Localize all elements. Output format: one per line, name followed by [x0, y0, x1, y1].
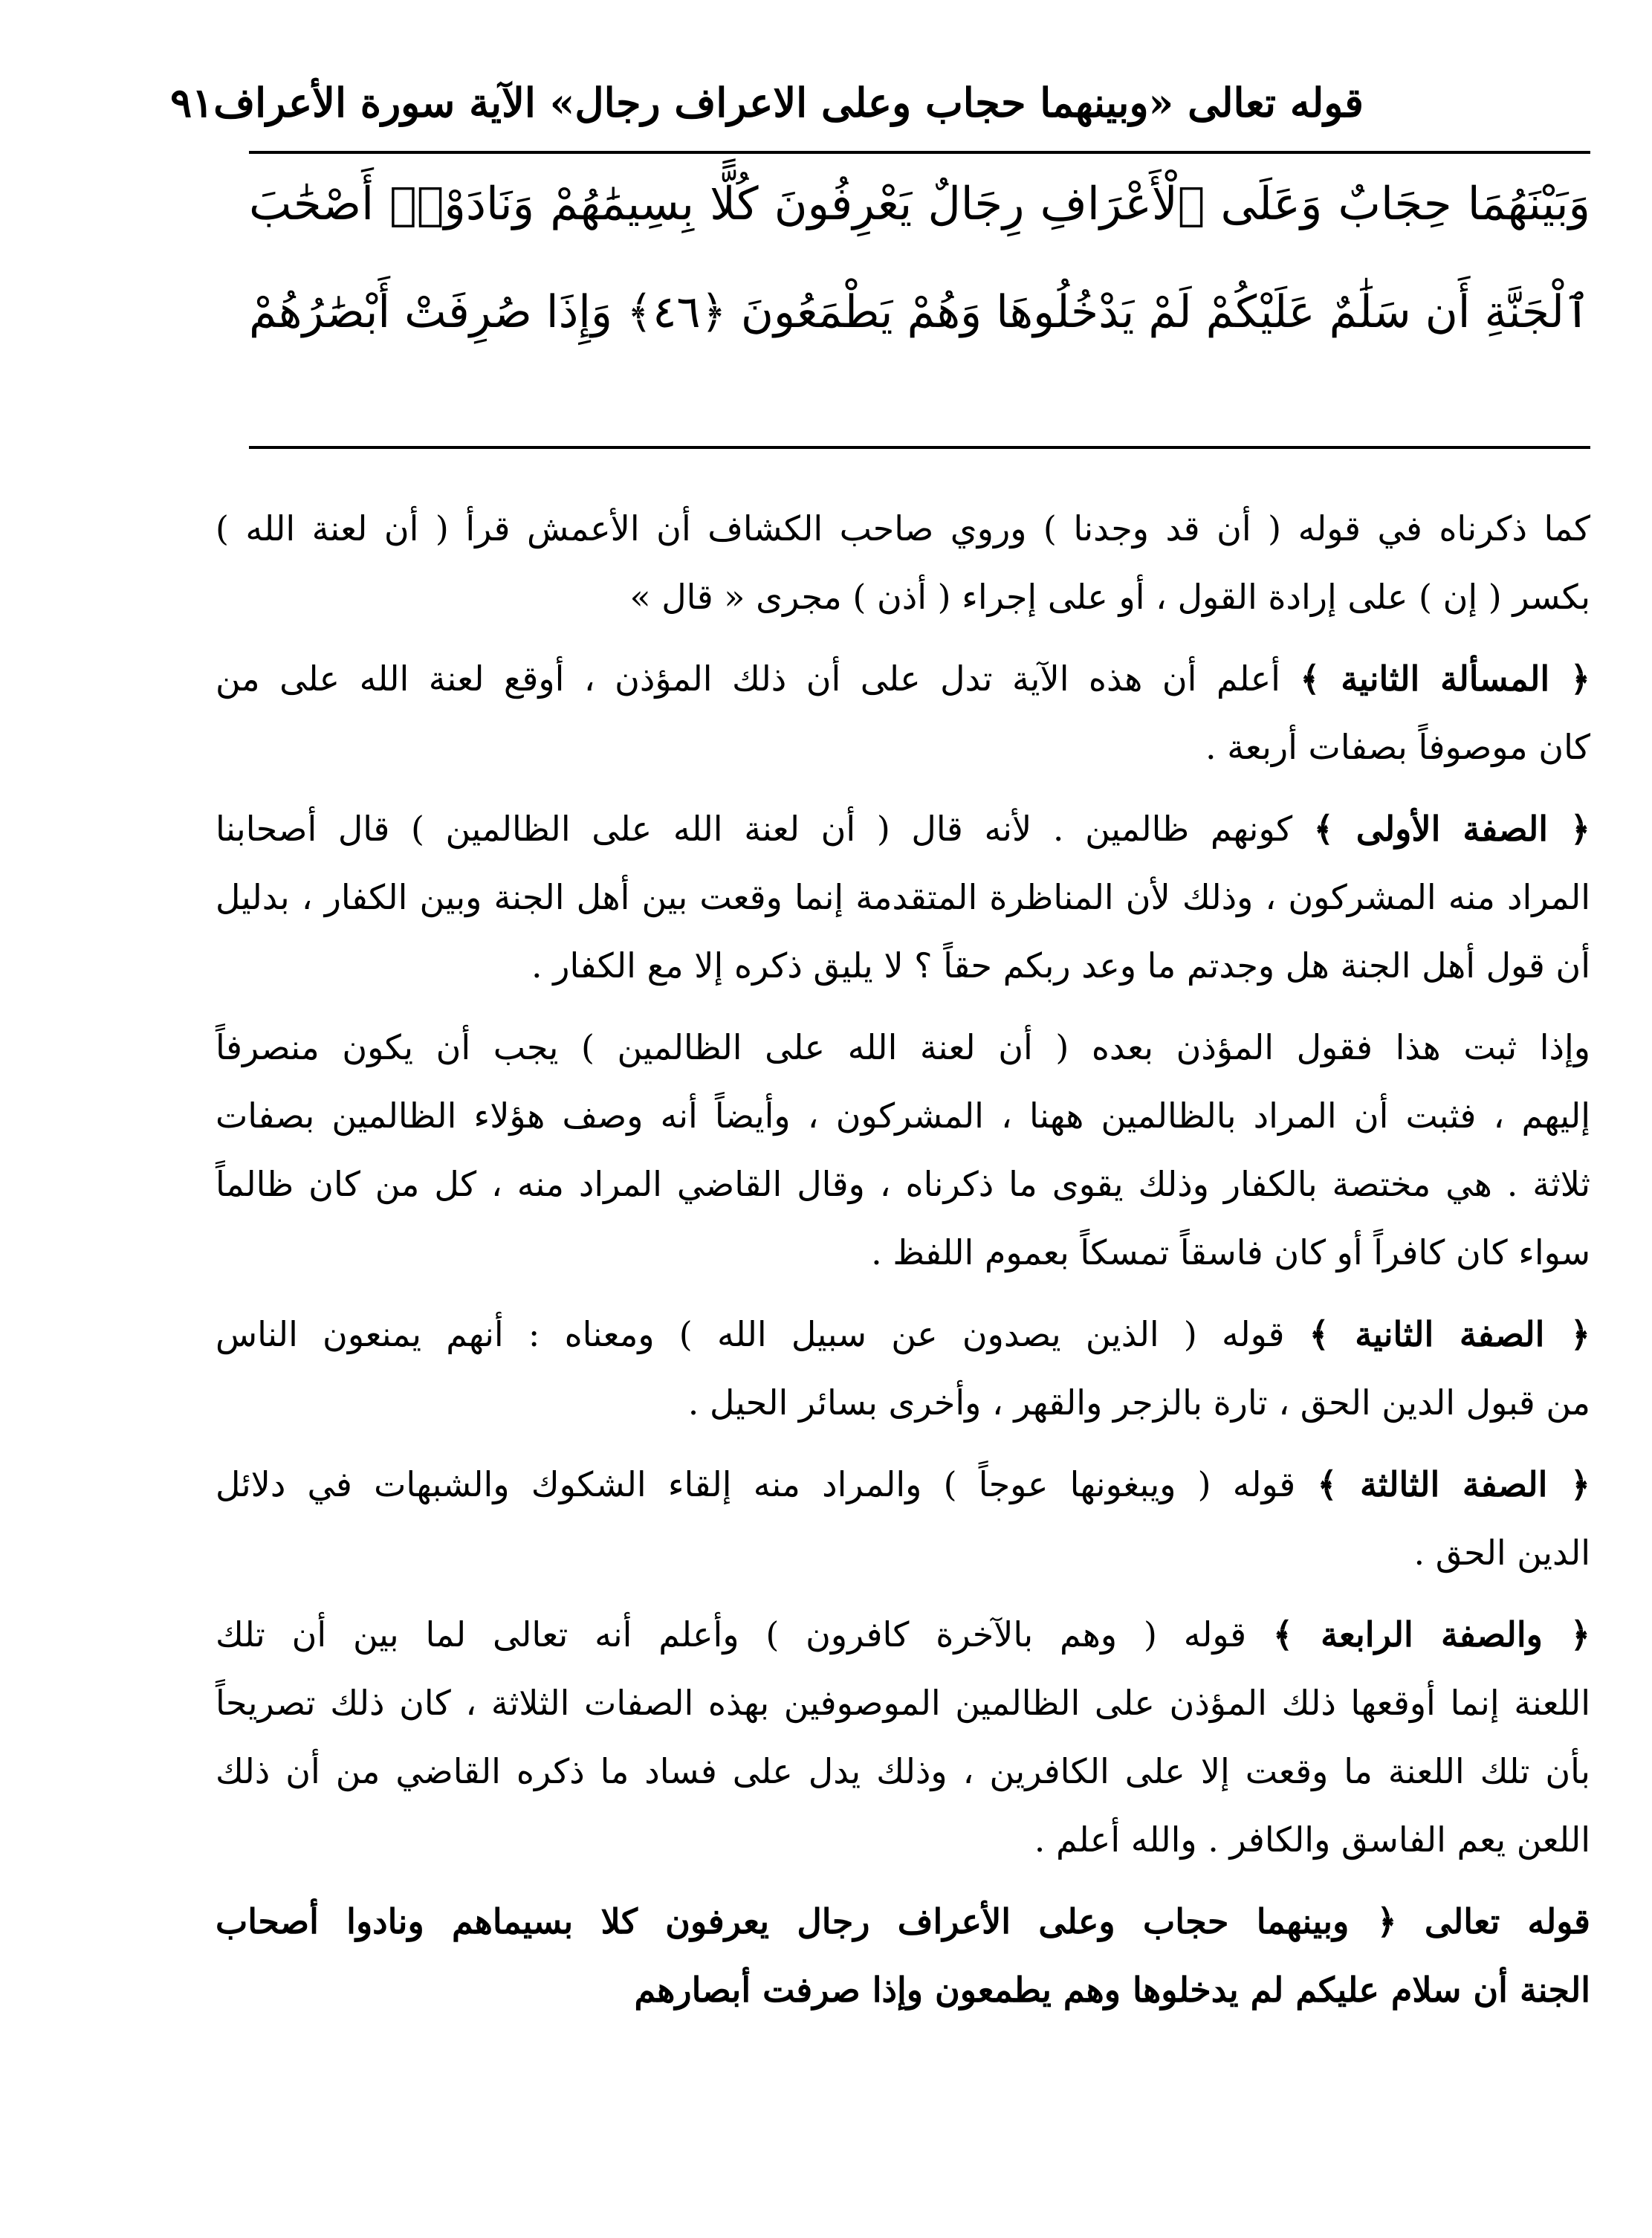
quran-verse-line-1: وَبَيْنَهُمَا حِجَابٌ وَعَلَى ٱلْأَعْرَافِ رِجَالٌ يَعْرِفُونَ كُلًّا بِسِيمَٰهُمْ وَنَادَوْا۟ أَصْحَٰبَ: [249, 178, 1590, 230]
top-rule: [249, 151, 1590, 154]
line-text: المراد منه المشركون ، وذلك لأن المناظرة المتقدمة إنما وقعت بين أهل الجنة وبين الكفار ، بدليل: [216, 877, 1590, 917]
paragraph-line: [216, 1450, 1590, 1519]
paragraph-line: [216, 1218, 1590, 1287]
line-text: ثلاثة . هي مختصة بالكفار وذلك يقوى ما ذكرناه ، وقال القاضي المراد منه ، كل من كان ظالماً: [216, 1164, 1590, 1204]
section-heading: ﴿ الصفة الثالثة ﴾: [1317, 1464, 1590, 1504]
section-heading: ﴿ الصفة الثانية ﴾: [1309, 1314, 1590, 1354]
paragraph-line: [216, 931, 1590, 1000]
paragraph-line: [216, 494, 1590, 563]
commentary-text: [216, 494, 1590, 2037]
line-text: بكسر ( إن ) على إرادة القول ، أو على إجراء ( أذن ) مجرى « قال »: [629, 577, 1590, 617]
paragraph: [216, 1600, 1590, 1874]
paragraph-line: [216, 1956, 1590, 2024]
paragraph-line: [216, 1669, 1590, 1737]
paragraph: [216, 1013, 1590, 1287]
section-heading: ﴿ المسألة الثانية ﴾: [1300, 659, 1590, 699]
paragraph-line: [216, 713, 1590, 781]
paragraph: [216, 494, 1590, 631]
line-text: اللعن يعم الفاسق والكافر . والله أعلم .: [1034, 1820, 1590, 1860]
line-text: من قبول الدين الحق ، تارة بالزجر والقهر ، وأخرى بسائر الحيل .: [687, 1382, 1590, 1423]
paragraph-line: [216, 1737, 1590, 1805]
paragraph-line: [216, 1081, 1590, 1150]
line-text: قوله تعالى ﴿ وبينهما حجاب وعلى الأعراف رجال يعرفون كلا بسيماهم ونادوا أصحاب: [216, 1901, 1590, 1941]
page-number: ٩١: [170, 79, 214, 126]
paragraph-line: [216, 1013, 1590, 1081]
line-text: إليهم ، فثبت أن المراد بالظالمين ههنا ، المشركون ، وأيضاً أنه وصف هؤلاء الظالمين بصفات: [216, 1096, 1590, 1136]
bottom-rule: [249, 446, 1590, 449]
paragraph-line: [216, 1600, 1590, 1669]
paragraph-line: [216, 563, 1590, 631]
line-text: كونهم ظالمين . لأنه قال ( أن لعنة الله على الظالمين ) قال أصحابنا: [216, 809, 1293, 849]
paragraph-line: [216, 644, 1590, 713]
line-text: أعلم أن هذه الآية تدل على أن ذلك المؤذن ، أوقع لعنة الله على من: [216, 659, 1280, 699]
line-text: اللعنة إنما أوقعها ذلك المؤذن على الظالمين الموصوفين بهذه الصفات الثلاثة ، كان ذلك تصريحاً: [216, 1683, 1590, 1723]
paragraph: [216, 1450, 1590, 1587]
paragraph-line: [216, 863, 1590, 931]
paragraph: [216, 795, 1590, 1000]
line-text: قوله ( وهم بالآخرة كافرون ) وأعلم أنه تعالى لما بين أن تلك: [216, 1614, 1247, 1655]
quran-verse-line-2: ٱلْجَنَّةِ أَن سَلَٰمٌ عَلَيْكُمْ لَمْ يَدْخُلُوهَا وَهُمْ يَطْمَعُونَ ﴿٤٦﴾ وَإِذَا صُرِفَتْ أَبْصَٰرُهُمْ: [249, 286, 1591, 338]
line-text: كان موصوفاً بصفات أربعة .: [1205, 727, 1590, 767]
line-text: قوله ( الذين يصدون عن سبيل الله ) ومعناه : أنهم يمنعون الناس: [216, 1314, 1285, 1354]
paragraph: [216, 644, 1590, 781]
paragraph-line: [216, 1887, 1590, 1956]
line-text: بأن تلك اللعنة ما وقعت إلا على الكافرين ، وذلك يدل على فساد ما ذكره القاضي من أن ذلك: [216, 1751, 1590, 1791]
paragraph-line: [216, 1150, 1590, 1218]
running-header: [170, 65, 1364, 140]
paragraph-line: [216, 1805, 1590, 1874]
line-text: قوله ( ويبغونها عوجاً ) والمراد منه إلقاء الشكوك والشبهات في دلائل: [216, 1464, 1296, 1504]
running-title: قوله تعالى «وبينهما حجاب وعلى الاعراف رجال» الآية سورة الأعراف: [213, 79, 1364, 126]
line-text: أن قول أهل الجنة هل وجدتم ما وعد ربكم حقاً ؟ لا يليق ذكره إلا مع الكفار .: [531, 945, 1590, 986]
line-text: سواء كان كافراً أو كان فاسقاً تمسكاً بعموم اللفظ .: [871, 1232, 1590, 1272]
line-text: الجنة أن سلام عليكم لم يدخلوها وهم يطمعون وإذا صرفت أبصارهم: [634, 1970, 1590, 2010]
line-text: الدين الحق .: [1413, 1533, 1590, 1573]
line-text: كما ذكرناه في قوله ( أن قد وجدنا ) وروي صاحب الكشاف أن الأعمش قرأ ( أن لعنة الله ): [216, 508, 1590, 549]
section-heading: ﴿ الصفة الأولى ﴾: [1313, 809, 1591, 849]
line-text: وإذا ثبت هذا فقول المؤذن بعده ( أن لعنة الله على الظالمين ) يجب أن يكون منصرفاً: [216, 1027, 1590, 1067]
paragraph-line: [216, 795, 1590, 863]
paragraph: [216, 1887, 1590, 2024]
paragraph-line: [216, 1368, 1590, 1437]
paragraph: [216, 1300, 1590, 1437]
paragraph-line: [216, 1519, 1590, 1587]
paragraph-line: [216, 1300, 1590, 1368]
section-heading: ﴿ والصفة الرابعة ﴾: [1272, 1614, 1590, 1655]
